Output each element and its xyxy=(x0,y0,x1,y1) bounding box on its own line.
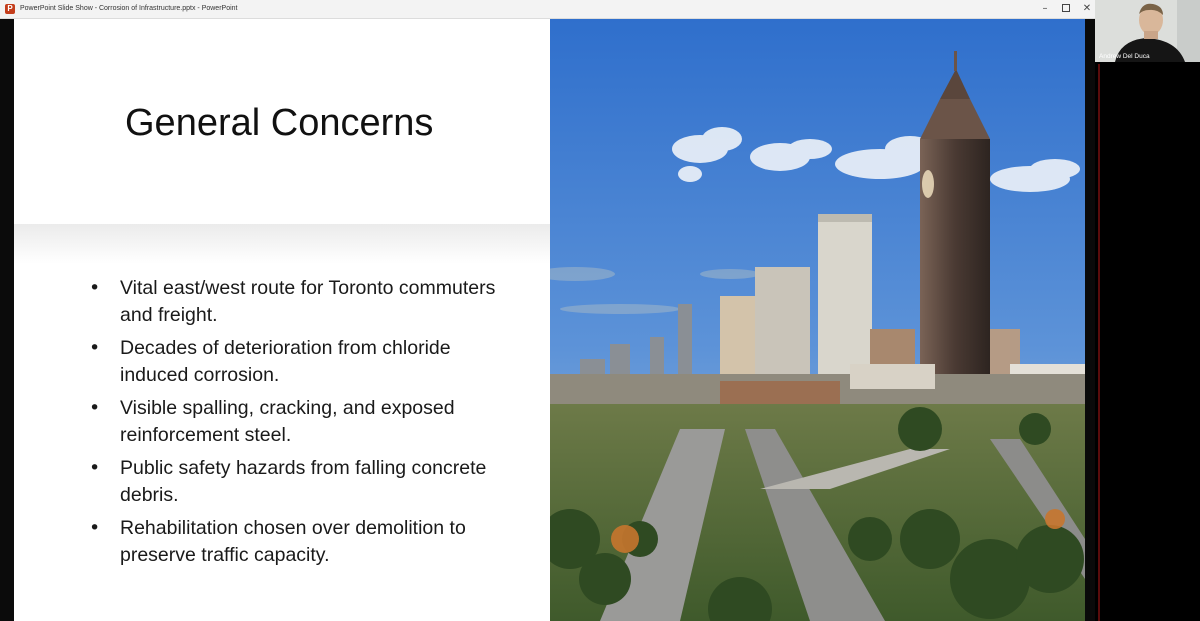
powerpoint-icon: P xyxy=(5,4,15,14)
slide-left-margin xyxy=(0,19,14,621)
bullet-item xyxy=(84,515,524,569)
title-band xyxy=(14,19,550,224)
bullet-dot: • xyxy=(89,457,101,479)
slide-text-panel xyxy=(14,19,550,621)
close-icon: ✕ xyxy=(1082,3,1092,14)
slide-title: General Concerns xyxy=(125,102,434,144)
maximize-icon xyxy=(1062,4,1070,12)
title-shadow xyxy=(14,224,550,264)
window-title-bar xyxy=(0,0,1095,19)
close-button[interactable] xyxy=(1077,0,1097,18)
maximize-button[interactable] xyxy=(1056,0,1076,18)
bullet-item xyxy=(84,395,524,449)
slide-right-margin xyxy=(1085,19,1095,621)
bullet-text: Rehabilitation chosen over demolition to preserve traffic capacity. xyxy=(120,517,466,566)
bullet-text: Decades of deterioration from chloride induced corrosion. xyxy=(120,337,451,386)
bullet-dot: • xyxy=(89,517,101,539)
bullet-dot: • xyxy=(89,397,101,419)
bullet-item xyxy=(84,335,524,389)
bullet-item xyxy=(84,275,524,329)
bullet-dot: • xyxy=(89,277,101,299)
minimize-button[interactable] xyxy=(1035,0,1055,18)
presenter-panel-divider xyxy=(1098,64,1100,621)
presenter-name: Andrew Del Duca xyxy=(1099,53,1150,60)
bullet-dot: • xyxy=(89,337,101,359)
bullet-item xyxy=(84,455,524,509)
bullet-text: Vital east/west route for Toronto commuters and freight. xyxy=(120,277,496,326)
minimize-icon: – xyxy=(1042,3,1048,14)
presenter-panel xyxy=(1095,0,1200,621)
bullet-text: Public safety hazards from falling concrete debris. xyxy=(120,457,487,506)
presenter-video xyxy=(1095,0,1200,62)
bullet-list xyxy=(84,275,524,575)
window-title: PowerPoint Slide Show - Corrosion of Infrastructure.pptx - PowerPoint xyxy=(20,5,238,12)
city-skyline-highway-photo xyxy=(550,19,1085,621)
bullet-text: Visible spalling, cracking, and exposed reinforcement steel. xyxy=(120,397,455,446)
